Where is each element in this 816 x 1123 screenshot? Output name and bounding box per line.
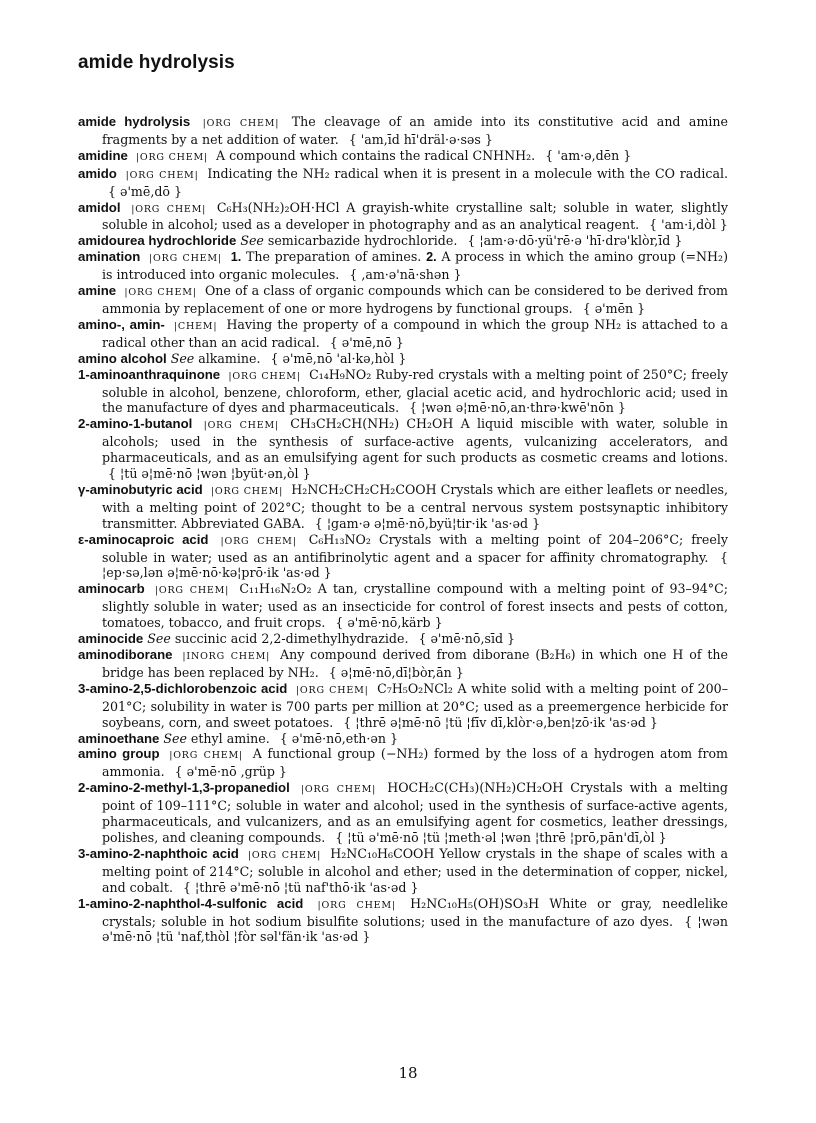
entry-pronunciation: { ¦wən ə¦mē·nō,an·thrə·kwē'nōn }	[409, 400, 626, 416]
dictionary-entry	[78, 896, 728, 946]
entry-headword: γ-aminobutyric acid	[78, 481, 203, 497]
entry-field-label: |ORG CHEM|	[124, 287, 197, 299]
entry-definition: C₆H₃(NH₂)₂OH·HCl A grayish-white crystalline salt; soluble in water, slightly soluble in alcohol; used as a developer in photography and as an analytical reagent.	[102, 199, 728, 233]
entry-see-label: See	[163, 730, 187, 746]
dictionary-entry	[78, 148, 728, 166]
entry-pronunciation: { 'am,īd hī'dräl·ə·səs }	[348, 131, 493, 147]
entry-headword: amino-, amin-	[78, 316, 165, 332]
entry-pronunciation: { ə'mē·nō ,grüp }	[174, 764, 287, 780]
entry-pronunciation: { ¦am·ə·dō·yü'rē·ə 'hī·drə'klòr,īd }	[467, 233, 683, 249]
entry-definition: C₇H₅O₂NCl₂ A white solid with a melting point of 200–201°C; solubility in water is 700 parts per million at 20°C; used as a preemergence herbicide for soybeans, corn, and sweet potatoes.	[102, 680, 728, 730]
dictionary-entry	[78, 367, 728, 417]
entry-field-label: |ORG CHEM|	[317, 899, 396, 911]
dictionary-entry	[78, 416, 728, 482]
entry-field-label: |INORG CHEM|	[182, 651, 271, 662]
entry-pronunciation: { ə'mē·nō,kärb }	[335, 615, 443, 631]
dictionary-entry	[78, 780, 728, 846]
entry-field-label: |ORG CHEM|	[300, 784, 377, 796]
entry-field-label: |ORG CHEM|	[295, 684, 369, 696]
entry-headword: aminocide	[78, 631, 144, 647]
entry-field-label: |ORG CHEM|	[149, 253, 222, 265]
entry-field-label: |ORG CHEM|	[228, 370, 301, 382]
entry-definition: C₆H₁₃NO₂ Crystals with a melting point of 204–206°C; freely soluble in water; used as an antifibrinolytic agent and a spacer for affinity chromatography.	[102, 531, 728, 565]
dictionary-entry	[78, 631, 728, 647]
entry-pronunciation: { ¦tü ə¦mē·nō ¦wən ¦byüt·ən,òl }	[108, 466, 311, 482]
entry-pronunciation: { ¦thrē ə¦mē·nō ¦tü ¦fīv dī,klòr·ə,ben¦zō·ik 'as·əd }	[343, 714, 658, 730]
dictionary-entry	[78, 283, 728, 317]
entry-pronunciation: { ə'mē,nō 'al·kə,hòl }	[270, 350, 407, 366]
entry-field-label: |ORG CHEM|	[154, 585, 230, 597]
entry-definition: One of a class of organic compounds which can be considered to be derived from ammonia by replacement of one or more hydrogens by functional groups.	[102, 283, 728, 316]
entry-field-label: |ORG CHEM|	[203, 420, 280, 432]
entry-pronunciation: { ¦gam·ə ə¦mē·nō,byü¦tir·ik 'as·əd }	[314, 515, 541, 531]
entry-headword: amine	[78, 283, 117, 299]
entry-field-label: |ORG CHEM|	[202, 118, 280, 129]
entry-definition: ethyl amine.	[190, 730, 270, 746]
entry-headword: 1-aminoanthraquinone	[78, 366, 221, 382]
entry-headword: 3-amino-2,5-dichlorobenzoic acid	[78, 680, 288, 696]
entry-headword: ε-aminocaproic acid	[78, 531, 209, 547]
entry-definition: C₁₄H₉NO₂ Ruby-red crystals with a melting point of 250°C; freely soluble in alcohol, benzene, chloroform, ether, glacial acetic acid, and hydrochloric acid; used in the manufacture of dyes and pharmaceuticals.	[102, 366, 728, 416]
entry-headword: aminocarb	[78, 581, 145, 597]
entry-definition: HOCH₂C(CH₃)(NH₂)CH₂OH Crystals with a melting point of 109–111°C; soluble in water and alcohol; used in the synthesis of surface-active agents, pharmaceuticals, and vulcanizers, and as an emulsifying agent for cosmetics, leather dressings, polishes, and cleaning compounds.	[102, 780, 728, 845]
entry-headword: amidol	[78, 199, 121, 215]
entry-definition: H₂NC₁₀H₆COOH Yellow crystals in the shape of scales with a melting point of 214°C; soluble in alcohol and ether; used in the determination of copper, nickel, and cobalt.	[102, 845, 728, 895]
dictionary-entry	[78, 200, 728, 234]
entry-headword: amido	[78, 165, 117, 181]
dictionary-entry	[78, 317, 728, 351]
entry-field-label: |CHEM|	[173, 320, 218, 332]
dictionary-entry	[78, 581, 728, 631]
entry-sense-number: 2.	[426, 250, 437, 265]
dictionary-entry	[78, 846, 728, 896]
entry-pronunciation: { ¦wən ə'mē·nō ¦tü 'naf,thòl ¦fòr səl'fän·ik 'as·əd }	[102, 913, 728, 945]
dictionary-entry	[78, 532, 728, 582]
entry-pronunciation: { ə¦mē·nō,dī¦bòr,ān }	[328, 664, 464, 680]
entry-headword: aminoethane	[78, 730, 160, 746]
entry-definition: The preparation of amines.	[245, 249, 422, 265]
entry-definition: H₂NC₁₀H₅(OH)SO₃H White or gray, needlelike crystals; soluble in hot sodium bisulfite solutions; used in the manufacture of azo dyes.	[102, 895, 728, 929]
dictionary-entry	[78, 233, 728, 249]
entry-see-label: See	[170, 350, 195, 366]
entry-definition: C₁₁H₁₆N₂O₂ A tan, crystalline compound with a melting point of 93–94°C; slightly soluble in water; used as an insecticide for control of forest insects and pests of cotton, tomatoes, tobacco, and fruit crops.	[102, 581, 728, 631]
entry-pronunciation: { 'am·i,dòl }	[649, 217, 728, 233]
entry-pronunciation: { ə'mēn }	[582, 300, 646, 316]
entry-headword: 1-amino-2-naphthol-4-sulfonic acid	[78, 895, 304, 911]
entry-pronunciation: { ¦tü ə'mē·nō ¦tü ¦meth·əl ¦wən ¦thrē ¦prō,pān'dī,òl }	[335, 829, 667, 845]
entry-pronunciation: { ə'mē·nō,sīd }	[418, 631, 516, 647]
entry-headword: amino group	[78, 746, 160, 762]
entry-definition: Any compound derived from diborane (B₂H₆) in which one H of the bridge has been replaced by NH₂.	[102, 647, 728, 680]
entry-definition: succinic acid 2,2-dimethylhydrazide.	[174, 631, 409, 647]
dictionary-entry	[78, 249, 728, 283]
entry-see-label: See	[240, 233, 264, 249]
entry-pronunciation: { ¦ep·sə,lən ə¦mē·nō·kə¦prō·ik 'as·əd }	[102, 549, 728, 581]
dictionary-entry	[78, 647, 728, 681]
entry-definition: A compound which contains the radical CNHNH₂.	[216, 147, 536, 163]
entry-definition: semicarbazide hydrochloride.	[267, 233, 458, 249]
entry-field-label: |ORG CHEM|	[135, 151, 209, 163]
page-number: 18	[398, 1064, 418, 1082]
entry-field-label: |ORG CHEM|	[210, 485, 284, 497]
entry-headword: 2-amino-2-methyl-1,3-propanediol	[78, 780, 290, 796]
entry-field-label: |ORG CHEM|	[220, 535, 297, 547]
entry-pronunciation: { ¦thrē ə'mē·nō ¦tü naf'thō·ik 'as·əd }	[183, 879, 419, 895]
entry-field-label: |ORG CHEM|	[169, 750, 244, 762]
entry-pronunciation: { ə'mē,nō }	[329, 334, 404, 350]
entry-pronunciation: { 'am·ə,dēn }	[545, 147, 632, 163]
entry-headword: amidine	[78, 147, 128, 163]
entry-headword: 2-amino-1-butanol	[78, 416, 193, 432]
entry-definition: Having the property of a compound in which the group NH₂ is attached to a radical other than an acid radical.	[102, 316, 728, 350]
entry-definition: The cleavage of an amide into its constitutive acid and amine fragments by a net addition of water.	[102, 114, 728, 147]
entry-field-label: |ORG CHEM|	[247, 849, 322, 861]
entry-field-label: |ORG CHEM|	[125, 169, 199, 181]
entry-definition: A functional group (−NH₂) formed by the loss of a hydrogen atom from ammonia.	[102, 746, 728, 780]
entry-pronunciation: { ,am·ə'nā·shən }	[349, 267, 462, 283]
dictionary-entry	[78, 731, 728, 747]
entry-sense-number: 1.	[230, 250, 242, 265]
entry-definition: H₂NCH₂CH₂CH₂COOH Crystals which are either leaflets or needles, with a melting point of 202°C; thought to be a central nervous system postsynaptic inhibitory transmitter. Abbreviated GABA.	[102, 481, 728, 531]
entry-pronunciation: { ə'mē·nō,eth·ən }	[279, 730, 398, 746]
entry-definition: alkamine.	[198, 350, 261, 366]
entry-definition: Indicating the NH₂ radical when it is present in a molecule with the CO radical.	[207, 165, 728, 181]
entry-headword: 3-amino-2-naphthoic acid	[78, 845, 239, 861]
entry-headword: amide hydrolysis	[78, 114, 191, 129]
entry-headword: aminodiborane	[78, 647, 173, 662]
entry-headword: amidourea hydrochloride	[78, 233, 237, 249]
dictionary-entry	[78, 351, 728, 367]
entry-headword: amino alcohol	[78, 350, 167, 366]
entry-field-label: |ORG CHEM|	[131, 203, 207, 215]
dictionary-entries	[78, 114, 728, 945]
dictionary-entry	[78, 681, 728, 731]
entry-headword: amination	[78, 249, 141, 265]
entry-pronunciation: { ə'mē,dō }	[108, 183, 182, 199]
dictionary-entry	[78, 746, 728, 780]
page-header-title: amide hydrolysis	[78, 52, 235, 73]
entry-definition: CH₃CH₂CH(NH₂) CH₂OH A liquid miscible with water, soluble in alcohols; used in the synthesis of surface-active agents, vulcanizing accelerators, and pharmaceuticals, and as an emulsifying agent for such products as cosmetic creams and lotions.	[102, 416, 728, 466]
dictionary-entry	[78, 114, 728, 148]
dictionary-entry	[78, 166, 728, 200]
dictionary-entry	[78, 482, 728, 532]
entry-definition: A process in which the amino group (=NH₂) is introduced into organic molecules.	[102, 249, 728, 283]
entry-see-label: See	[147, 631, 171, 647]
